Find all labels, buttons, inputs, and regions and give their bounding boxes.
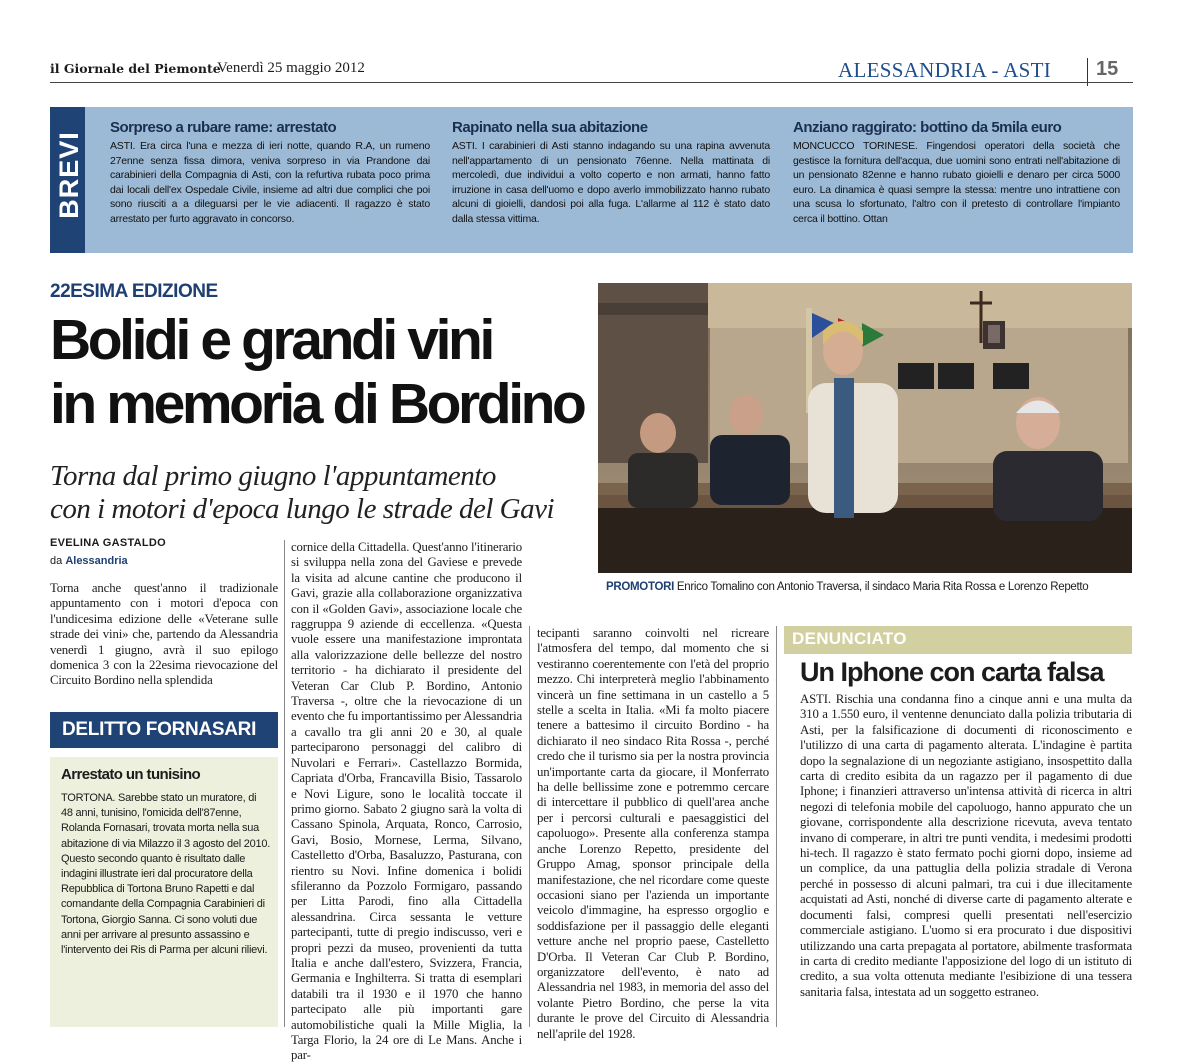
delitto-text: TORTONA. Sarebbe stato un muratore, di 48 anni, tunisino, l'omicida dell'87enne, Rolanda Fornasari, trovata morta nella sua abitazione di via Milazzo il 3 agosto del 2010. Questo secondo quanto è risultato dalle indagini illustrate ieri dal procuratore della Repubblica di Tortona Bruno Rapetti e dal comandante della Compagnia Carabinieri di Tortona, Giorgio Sanna. Ci sono voluti due anni per arrivare al presunto assassino e l'intervento dei Ris di Parma per alcuni rilievi. bbox=[61, 792, 270, 957]
brevi-item-text: ASTI. I carabinieri di Asti stanno indagando su una rapina avvenuta nell'appartamento di un pensionato 76enne. Nella mattinata di mercoledì, due individui a volto coperto e non armati, hanno fatto irruzione in casa dell'uomo e dopo averlo immobilizzato hanno rubato alcuni di gioielli, dandosi poi alla fuga. L'allarme al 112 è stato dato dalla stessa vittima. bbox=[452, 140, 770, 225]
subhead-line: Torna dal primo giugno l'appuntamento bbox=[50, 460, 496, 492]
column-rule bbox=[284, 540, 285, 1027]
headline-line: Bolidi e grandi vini bbox=[50, 308, 492, 372]
denunciato-title: Un Iphone con carta falsa bbox=[800, 657, 1104, 687]
article-subhead bbox=[50, 460, 554, 526]
issue-date: Venerdì 25 maggio 2012 bbox=[217, 60, 365, 76]
denunciato-header: DENUNCIATO bbox=[792, 629, 907, 648]
dateline-prefix: da bbox=[50, 555, 63, 567]
page-number: 15 bbox=[1096, 58, 1119, 80]
brevi-item-text: ASTI. Era circa l'una e mezza di ieri notte, quando R.A, un rumeno 27enne senza fissa dimora, veniva sorpreso in via Prandone dai carabinieri della Compagnia di Asti, con la refurtiva rubata poco prima dai locali dell'ex Ospedale Civile, insieme ad altri due complici che poi sono riusciti a a dileguarsi per le vie adiacenti. Il ragazzo è stato arrestato per furto aggravato in concorso. bbox=[110, 140, 430, 225]
dateline-city: Alessandria bbox=[65, 555, 128, 567]
article-photo bbox=[598, 283, 1132, 573]
article-kicker: 22ESIMA EDIZIONE bbox=[50, 281, 218, 302]
photo-caption bbox=[606, 581, 1088, 593]
brevi-item-title: Sorpreso a rubare rame: arrestato bbox=[110, 119, 337, 136]
press-conference-image bbox=[598, 283, 1132, 573]
headline-line: in memoria di Bordino bbox=[50, 372, 584, 436]
brevi-label: BREVI bbox=[54, 131, 84, 219]
article-dateline bbox=[50, 555, 128, 567]
subhead-line: con i motori d'epoca lungo le strade del Gavi bbox=[50, 493, 555, 525]
caption-text: Enrico Tomalino con Antonio Traversa, il sindaco Maria Rita Rossa e Lorenzo Repetto bbox=[676, 581, 1089, 593]
masthead-rule bbox=[50, 82, 1133, 83]
brevi-item-text: MONCUCCO TORINESE. Fingendosi operatori della società che gestisce la fornitura dell'acqua, due uomini sono entrati nell'abitazione di un pensionato 82enne e hanno rubato gioielli e denaro per circa 5000 euro. La dinamica è quasi sempre la stessa: mentre uno intrattiene con una scusa lo sfortunato, l'altro con il pretesto di controllare l'impianto cerca il bottino. Ottan bbox=[793, 140, 1120, 225]
article-headline bbox=[50, 308, 583, 436]
brevi-item-title: Rapinato nella sua abitazione bbox=[452, 119, 648, 136]
article-column-3: tecipanti saranno coinvolti nel ricreare l'atmosfera del tempo, dal momento che si vestiranno coerentemente con l'età del proprio mezzo. Chi interpreterà meglio l'abbinamento vincerà un fine settimana in un castello a 5 stelle a scelta in Italia. «Mi fa molto piacere tenere a battesimo il circuito Bordino - ha dichiarato il neo sindaco Rita Rossa -, perché credo che il turismo sia per la nostra provincia un'importante carta da giocare, il Monferrato ha delle bellissime zone e potremmo cercare di intercettare il pubblico di quell'area anche per i percorsi culturali e paesaggistici del capoluogo». Presente alla conferenza stampa anche Lorenzo Repetto, presidente del Gruppo Amag, sponsor principale della manifestazione, che nel ricordare come queste occasioni siano per l'azienda un importante veicolo d'immagine, ha espresso orgoglio e soddisfazione per il passaggio delle eleganti vetture anche nel proprio paese, Castelletto D'Orba. Il Veteran Car Club P. Bordino, organizzatore dell'evento, è nato ad Alessandria nel 1983, in memoria del asso del volante Pietro Bordino, che perse la vita durante le prove del Circuito di Alessandria nell'aprile del 1928. bbox=[537, 626, 769, 1041]
article-column-2: cornice della Cittadella. Quest'anno l'itinerario si sviluppa nella zona del Gaviese e prevede la visita ad alcune cantine che producono il Gavi, grazie alla collaborazione organizzativa con il «Golden Gavi», associazione locale che raggruppa 9 aziende di eccellenza. «Questa vuole essere una manifestazione improntata alla valorizzazione delle bellezze del nostro territorio - ha dichiarato il presidente del Veteran Car Club P. Bordino, Antonio Traversa -, oltre che la rievocazione di un evento che fu importantissimo per Alessandria a cavallo tra gli anni 20 e 30, al quale parteciparono personaggi del calibro di Nuvolari e Ferrari». Castellazzo Bormida, Capriata d'Orba, Francavilla Bisio, Tassarolo e Novi Ligure, sono le località toccate il primo giorno. Sabato 2 giugno sarà la volta di Cassano Spinola, Arquata, Ronco, Carrosio, Gavi, Bosio, Mornese, Lerma, Silvano, Castelletto d'Orba, Basaluzzo, Pasturana, con rientro su Novi. Infine domenica i bolidi sfileranno da Pozzolo Formigaro, passando per Litta Parodi, fino alla Cittadella alessandrina. Circa sessanta le vetture partecipanti, tutte di pregio indiscusso, veri e propri pezzi da museo, provenienti da tutta Italia e anche dall'estero, Svizzera, Francia, Germania e Inghilterra. Si tratta di esemplari databili tra il 1930 e il 1970 che hanno partecipato alle più importanti gare automobilistiche quali la Mille Miglia, la Targa Florio, la 24 ore di Le Mans. Anche i par- bbox=[291, 540, 522, 1063]
denunciato-text: ASTI. Rischia una condanna fino a cinque anni e una multa da 310 a 1.550 euro, il ventenne denunciato dalla polizia tributaria di Asti, per la falsificazione di documenti di riconoscimento e l'utilizzo di una carta di pagamento alterata. L'indagine è partita dopo la segnalazione di un negoziante astigiano, insospettito dalla carta di credito esibita da un ragazzo per il pagamento di due Iphone; i finanzieri attraverso un'intensa attività di ricerca in altri negozi di telefonia mobile del capoluogo, hanno appurato che un giovane, corrispondente alla descrizione ricevuta, aveva tentato invano di comperare, in altri tre punti vendita, i medesimi prodotti hi-tech. Il ragazzo è stato fermato pochi giorni dopo, insieme ad un complice, da una pattuglia della polizia stradale di Verona perché in possesso di alcuni palmari, tra cui i due illecitamente acquistati ad Asti, nonché di diverse carte di pagamento alterate e documenti falsi, compresi quelli presentati nell'esercizio commerciale astigiano. L'uomo si era procurato i due dispositivi utilizzando una carta prepagata al portatore, abilmente trasformata in carta di credito mediante l'apposizione del logo di un istituto di credito, a sua volta ottenuta mediante l'esibizione di una tessera sanitaria falsa, intestata ad un soggetto estraneo. bbox=[800, 692, 1132, 999]
article-column-1: Torna anche quest'anno il tradizionale appuntamento con i motori d'epoca con l'undicesima edizione delle «Veterane sulle strade dei vini» che, partendo da Alessandria venerdì 1 giugno, avrà il suo epilogo domenica 3 con la 22esima rievocazione del Circuito Bordino nella splendida bbox=[50, 581, 278, 688]
article-byline: EVELINA GASTALDO bbox=[50, 537, 167, 549]
brevi-item-title: Anziano raggirato: bottino da 5mila euro bbox=[793, 119, 1062, 136]
column-rule bbox=[776, 626, 777, 1027]
column-rule bbox=[529, 626, 530, 1027]
delitto-title: Arrestato un tunisino bbox=[61, 766, 201, 783]
section-name: ALESSANDRIA - ASTI bbox=[838, 58, 1052, 82]
newspaper-name: il Giornale del Piemonte bbox=[50, 61, 221, 76]
delitto-header: DELITTO FORNASARI bbox=[62, 719, 257, 740]
caption-label: PROMOTORI bbox=[606, 581, 675, 593]
